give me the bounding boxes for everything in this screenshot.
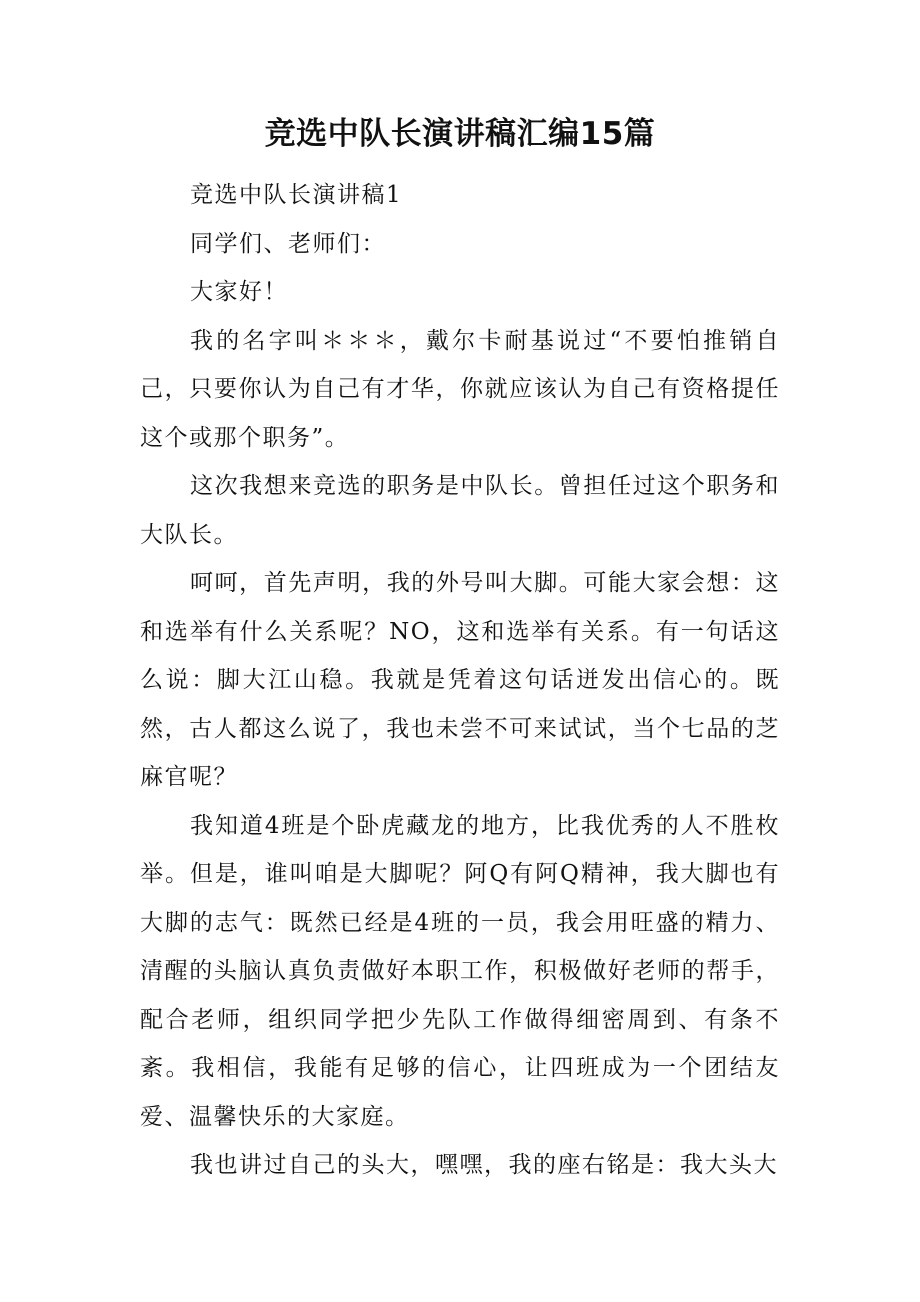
paragraph: 这次我想来竞选的职务是中队长。曾担任过这个职务和大队长。 xyxy=(140,473,780,548)
paragraph: 我也讲过自己的头大，嘿嘿，我的座右铭是：我大头大 xyxy=(190,1152,778,1178)
greeting: 大家好！ xyxy=(190,279,288,305)
speech-heading: 竞选中队长演讲稿1 xyxy=(190,182,403,208)
salutation: 同学们、老师们： xyxy=(190,230,386,257)
paragraph: 我知道4班是个卧虎藏龙的地方，比我优秀的人不胜枚举。但是，谁叫咱是大脚呢？阿Q有阿Q精神，我大脚也有大脚的志气：既然已经是4班的一员，我会用旺盛的精力、清醒的头脑认真负责做好本职工作，积极做好老师的帮手，配合老师，组织同学把少先队工作做得细密周到、有条不紊。我相信，我能有足够的信心，让四班成为一个团结友爱、温馨快乐的大家庭。 xyxy=(140,812,780,1130)
paragraph: 我的名字叫＊＊＊，戴尔卡耐基说过“不要怕推销自己，只要你认为自己有才华，你就应该认为自己有资格提任这个或那个职务”。 xyxy=(140,327,780,451)
paragraph: 呵呵，首先声明，我的外号叫大脚。可能大家会想：这和选举有什么关系呢？NO，这和选举有关系。有一句话这么说：脚大江山稳。我就是凭着这句话迸发出信心的。既然，古人都这么说了，我也未尝不可来试试，当个七品的芝麻官呢？ xyxy=(140,570,780,790)
document-body xyxy=(140,171,780,1190)
document-title: 竞选中队长演讲稿汇编15篇 xyxy=(264,116,656,152)
